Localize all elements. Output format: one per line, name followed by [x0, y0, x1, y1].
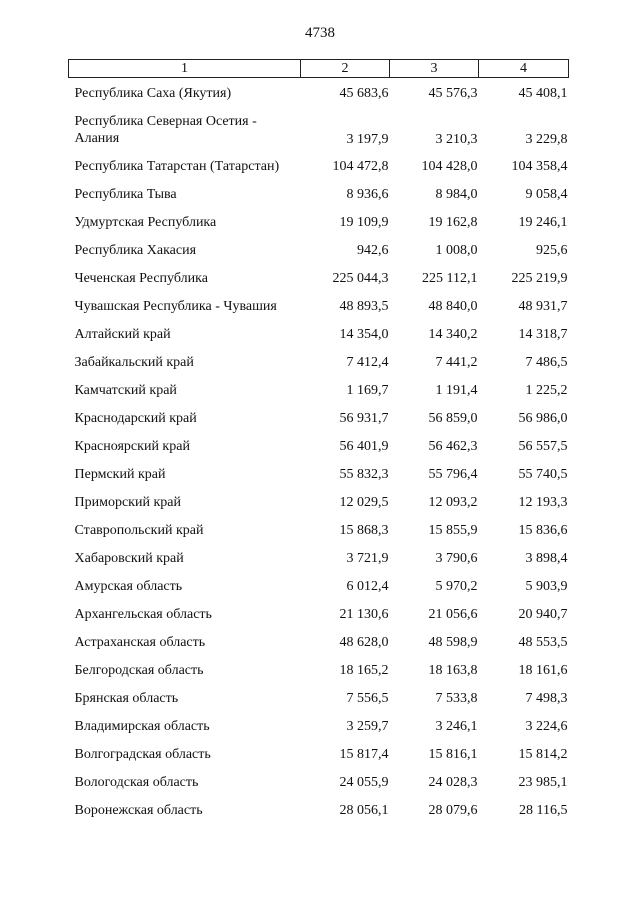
value-cell-col4: 3 229,8	[525, 132, 568, 147]
value-cell-col4: 18 161,6	[518, 662, 568, 678]
value-cell-col2: 56 931,7	[339, 410, 389, 426]
column-header-3: 3	[390, 60, 479, 78]
value-cell-col3: 225 112,1	[422, 270, 478, 286]
region-name-cell: Приморский край	[74, 494, 181, 510]
value-cell-col3: 1 008,0	[435, 242, 478, 258]
table-row	[69, 768, 569, 796]
value-cell-col4: 9 058,4	[525, 186, 568, 202]
value-cell-col4: 5 903,9	[525, 578, 568, 594]
value-cell-col4: 1 225,2	[525, 382, 568, 398]
value-cell-col4: 15 836,6	[518, 522, 568, 538]
table-row	[69, 376, 569, 404]
value-cell-col2: 8 936,6	[346, 186, 389, 202]
table-row	[69, 78, 569, 109]
value-cell-col2: 21 130,6	[339, 606, 389, 622]
value-cell-col4: 20 940,7	[518, 606, 568, 622]
table-row	[69, 600, 569, 628]
value-cell-col4: 28 116,5	[519, 802, 568, 818]
value-cell-col4: 925,6	[536, 242, 568, 258]
table-row	[69, 572, 569, 600]
table-body	[69, 78, 569, 825]
value-cell-col2: 104 472,8	[332, 158, 389, 174]
value-cell-col4: 15 814,2	[518, 746, 568, 762]
value-cell-col4: 12 193,3	[518, 494, 568, 510]
value-cell-col2: 28 056,1	[339, 802, 389, 818]
value-cell-col3: 12 093,2	[428, 494, 478, 510]
table-row	[69, 108, 569, 152]
table-row	[69, 432, 569, 460]
column-header-1: 1	[69, 60, 301, 78]
table-row	[69, 796, 569, 824]
value-cell-col4: 48 931,7	[518, 298, 568, 314]
table-row	[69, 740, 569, 768]
value-cell-col3: 56 462,3	[428, 438, 478, 454]
region-name-cell: Владимирская область	[74, 718, 210, 734]
table-row	[69, 180, 569, 208]
region-name-cell: Республика Саха (Якутия)	[74, 85, 232, 101]
column-header-4: 4	[479, 60, 569, 78]
table-row	[69, 236, 569, 264]
value-cell-col3: 1 191,4	[435, 382, 478, 398]
value-cell-col4: 56 986,0	[518, 410, 568, 426]
value-cell-col2: 225 044,3	[332, 270, 389, 286]
value-cell-col3: 21 056,6	[428, 606, 478, 622]
table-row	[69, 684, 569, 712]
region-name-cell: Удмуртская Республика	[74, 214, 217, 230]
region-name-cell: Воронежская область	[74, 802, 203, 818]
value-cell-col4: 23 985,1	[518, 774, 568, 790]
value-cell-col2: 24 055,9	[339, 774, 389, 790]
region-name-cell: Пермский край	[74, 466, 166, 482]
value-cell-col3: 24 028,3	[428, 774, 478, 790]
region-name-cell: Астраханская область	[74, 634, 206, 650]
table-row	[69, 516, 569, 544]
value-cell-col4: 48 553,5	[518, 634, 568, 650]
value-cell-col2: 12 029,5	[339, 494, 389, 510]
value-cell-col4: 14 318,7	[518, 326, 568, 342]
value-cell-col3: 45 576,3	[428, 85, 478, 101]
region-name-cell: Чеченская Республика	[74, 270, 208, 286]
table-row	[69, 264, 569, 292]
value-cell-col2: 3 721,9	[346, 550, 389, 566]
table-row	[69, 712, 569, 740]
value-cell-col3: 55 796,4	[428, 466, 478, 482]
table-row	[69, 152, 569, 180]
value-cell-col3: 3 790,6	[435, 550, 478, 566]
table-row	[69, 292, 569, 320]
value-cell-col2: 14 354,0	[339, 326, 389, 342]
value-cell-col2: 7 412,4	[346, 354, 389, 370]
page-number: 4738	[305, 25, 335, 41]
value-cell-col2: 55 832,3	[339, 466, 389, 482]
region-name-cell: Ставропольский край	[74, 522, 204, 538]
value-cell-col3: 104 428,0	[421, 158, 478, 174]
region-name-cell: Камчатский край	[74, 382, 177, 398]
table-row	[69, 348, 569, 376]
value-cell-col2: 1 169,7	[346, 382, 389, 398]
value-cell-col3: 48 598,9	[428, 634, 478, 650]
value-cell-col3: 3 210,3	[435, 132, 478, 147]
value-cell-col3: 8 984,0	[435, 186, 478, 202]
table-row	[69, 208, 569, 236]
value-cell-col2: 6 012,4	[346, 578, 389, 594]
value-cell-col2: 942,6	[357, 242, 389, 258]
region-name-cell: Республика Северная Осетия - Алания	[74, 114, 257, 146]
value-cell-col4: 104 358,4	[511, 158, 568, 174]
table-row	[69, 544, 569, 572]
region-name-cell: Республика Татарстан (Татарстан)	[74, 158, 280, 174]
data-table	[68, 59, 569, 824]
value-cell-col3: 7 533,8	[435, 690, 478, 706]
table-row	[69, 460, 569, 488]
value-cell-col2: 15 817,4	[339, 746, 389, 762]
value-cell-col3: 5 970,2	[435, 578, 478, 594]
value-cell-col2: 15 868,3	[339, 522, 389, 538]
value-cell-col3: 3 246,1	[435, 718, 478, 734]
value-cell-col2: 56 401,9	[339, 438, 389, 454]
column-header-2: 2	[301, 60, 390, 78]
value-cell-col3: 15 816,1	[428, 746, 478, 762]
value-cell-col3: 7 441,2	[435, 354, 478, 370]
table-row	[69, 320, 569, 348]
value-cell-col2: 48 628,0	[339, 634, 389, 650]
value-cell-col4: 225 219,9	[511, 270, 568, 286]
value-cell-col2: 3 259,7	[346, 718, 389, 734]
table-row	[69, 656, 569, 684]
value-cell-col4: 56 557,5	[518, 438, 568, 454]
value-cell-col4: 19 246,1	[518, 214, 568, 230]
value-cell-col3: 18 163,8	[428, 662, 478, 678]
table-row	[69, 404, 569, 432]
region-name-cell: Республика Хакасия	[74, 242, 197, 258]
value-cell-col2: 45 683,6	[339, 85, 389, 101]
value-cell-col2: 19 109,9	[339, 214, 389, 230]
region-name-cell: Белгородская область	[74, 662, 204, 678]
region-name-cell: Забайкальский край	[74, 354, 194, 370]
value-cell-col2: 7 556,5	[346, 690, 389, 706]
region-name-cell: Архангельская область	[74, 606, 212, 622]
value-cell-col4: 7 498,3	[525, 690, 568, 706]
value-cell-col2: 3 197,9	[346, 132, 389, 147]
value-cell-col3: 48 840,0	[428, 298, 478, 314]
region-name-cell: Краснодарский край	[74, 410, 197, 426]
value-cell-col3: 19 162,8	[428, 214, 478, 230]
value-cell-col3: 28 079,6	[428, 802, 478, 818]
region-name-cell: Хабаровский край	[74, 550, 184, 566]
region-name-cell: Республика Тыва	[74, 186, 177, 202]
region-name-cell: Вологодская область	[74, 774, 199, 790]
value-cell-col4: 3 224,6	[525, 718, 568, 734]
value-cell-col2: 18 165,2	[339, 662, 389, 678]
header-row	[69, 60, 569, 78]
region-name-cell: Волгоградская область	[74, 746, 211, 762]
value-cell-col2: 48 893,5	[339, 298, 389, 314]
table-row	[69, 628, 569, 656]
table-header	[69, 60, 569, 78]
value-cell-col4: 7 486,5	[525, 354, 568, 370]
value-cell-col4: 55 740,5	[518, 466, 568, 482]
region-name-cell: Брянская область	[74, 690, 179, 706]
table-row	[69, 488, 569, 516]
region-name-cell: Красноярский край	[74, 438, 190, 454]
region-name-cell: Алтайский край	[74, 326, 171, 342]
value-cell-col4: 3 898,4	[525, 550, 568, 566]
value-cell-col3: 15 855,9	[428, 522, 478, 538]
value-cell-col3: 14 340,2	[428, 326, 478, 342]
value-cell-col3: 56 859,0	[428, 410, 478, 426]
region-name-cell: Амурская область	[74, 578, 183, 594]
value-cell-col4: 45 408,1	[518, 85, 568, 101]
region-name-cell: Чувашская Республика - Чувашия	[74, 298, 277, 314]
